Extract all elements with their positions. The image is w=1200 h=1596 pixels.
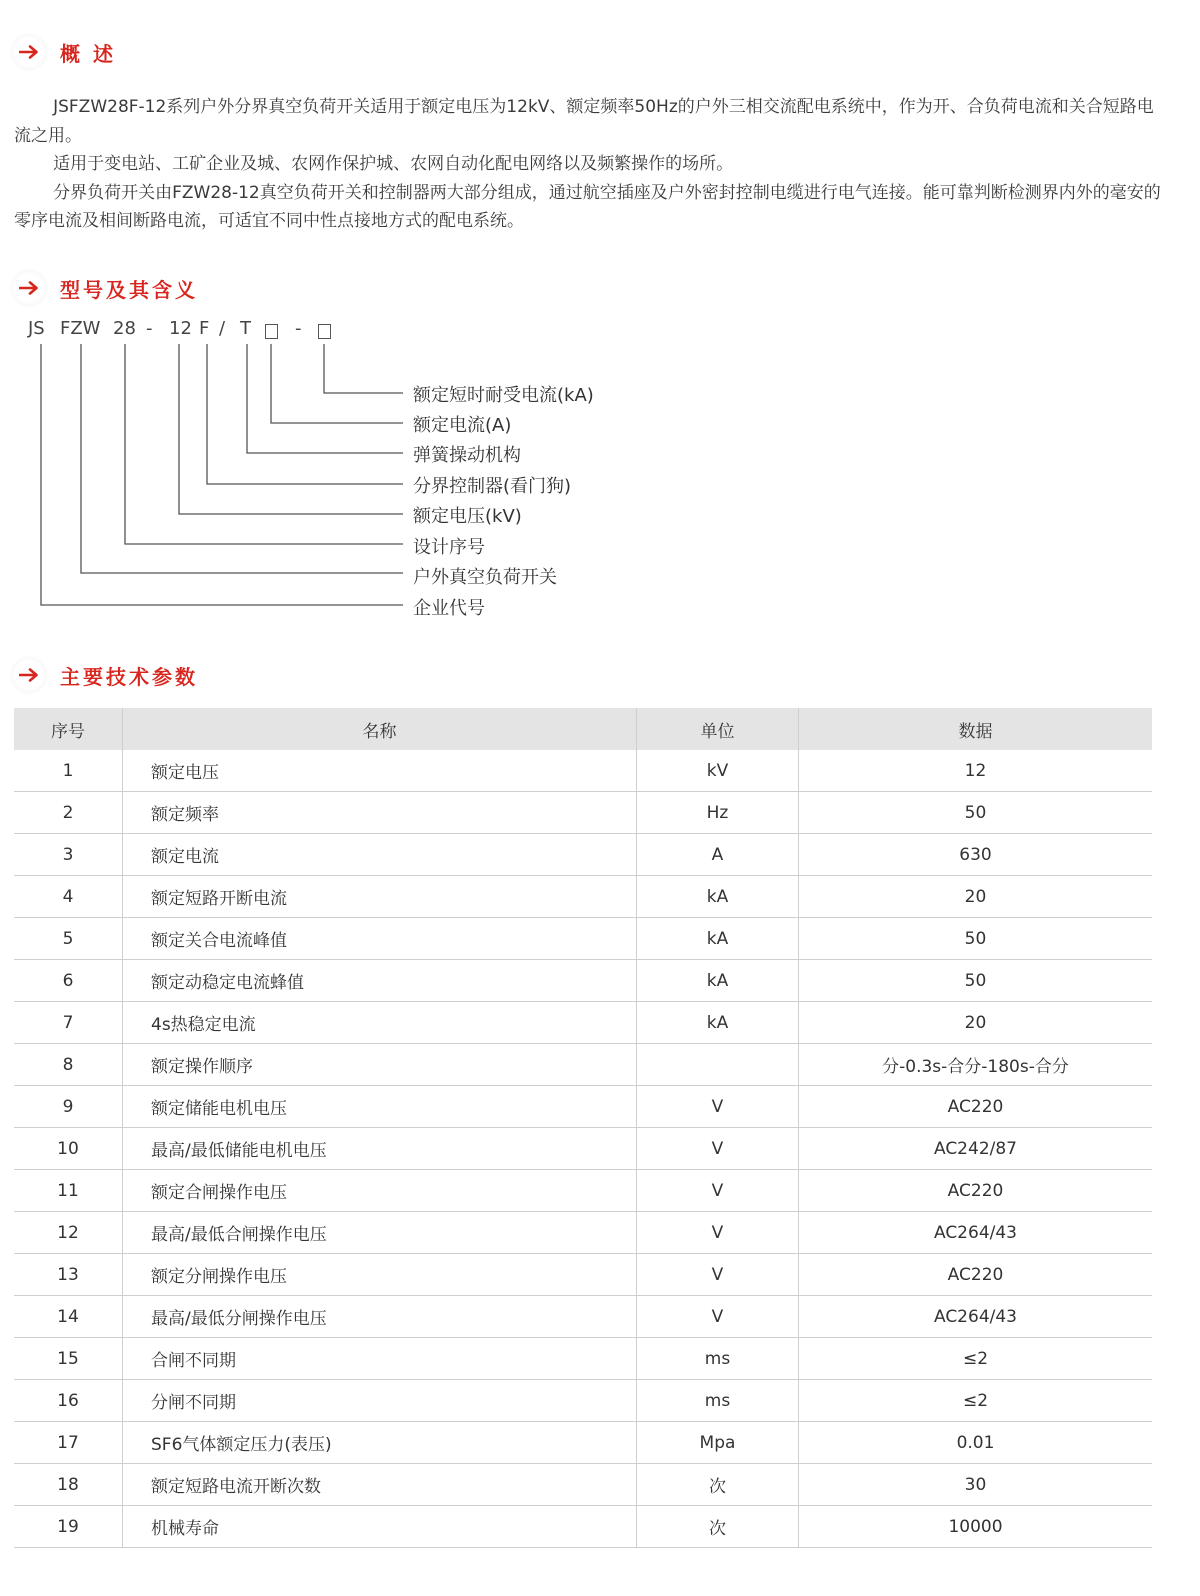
cell-unit: 次 (637, 1464, 799, 1506)
code-t: T (240, 318, 251, 339)
cell-no: 11 (14, 1170, 123, 1212)
cell-value: 12 (799, 750, 1153, 792)
cell-unit: kA (637, 876, 799, 918)
intro-paragraph-3: 分界负荷开关由FZW28-12真空负荷开关和控制器两大部分组成，通过航空插座及户外密封控制电缆进行电气连接。能可靠判断检测界内外的毫安的零序电流及相间断路电流，可适宜不同中性点接地方式的配电系统。 (14, 182, 1161, 231)
cell-no: 8 (14, 1044, 123, 1086)
cell-no: 6 (14, 960, 123, 1002)
cell-unit: kA (637, 1002, 799, 1044)
cell-name: 额定分闸操作电压 (123, 1254, 637, 1296)
cell-unit: V (637, 1296, 799, 1338)
header-value: 数据 (799, 708, 1153, 750)
cell-unit: V (637, 1086, 799, 1128)
cell-name: 额定关合电流峰值 (123, 918, 637, 960)
cell-no: 3 (14, 834, 123, 876)
cell-value: 50 (799, 960, 1153, 1002)
cell-no: 14 (14, 1296, 123, 1338)
cell-unit: ms (637, 1338, 799, 1380)
legend-rated-current: 额定电流(A) (413, 415, 512, 436)
table-row (14, 1212, 1152, 1254)
code-f: F (199, 318, 210, 339)
table-row (14, 1338, 1152, 1380)
cell-no: 10 (14, 1128, 123, 1170)
table-row (14, 1254, 1152, 1296)
table-row (14, 1380, 1152, 1422)
intro-paragraph-2: 适用于变电站、工矿企业及城、农网作保护城、农网自动化配电网络以及频繁操作的场所。 (53, 154, 734, 174)
table-row (14, 1296, 1152, 1338)
cell-value: AC264/43 (799, 1296, 1153, 1338)
params-table (14, 708, 1152, 1548)
cell-no: 5 (14, 918, 123, 960)
cell-value: 10000 (799, 1506, 1153, 1548)
cell-unit: kA (637, 918, 799, 960)
section-header-params (12, 657, 198, 693)
cell-name: 最高/最低分闸操作电压 (123, 1296, 637, 1338)
legend-company-code: 企业代号 (413, 598, 485, 619)
cell-name: 最高/最低合闸操作电压 (123, 1212, 637, 1254)
cell-unit: V (637, 1128, 799, 1170)
cell-unit: A (637, 834, 799, 876)
legend-design-serial: 设计序号 (413, 537, 485, 558)
cell-unit: kA (637, 960, 799, 1002)
cell-name: 4s热稳定电流 (123, 1002, 637, 1044)
cell-unit: Hz (637, 792, 799, 834)
cell-name: 额定合闸操作电压 (123, 1170, 637, 1212)
cell-value: ≤2 (799, 1380, 1153, 1422)
cell-no: 15 (14, 1338, 123, 1380)
cell-unit: V (637, 1212, 799, 1254)
cell-unit: ms (637, 1380, 799, 1422)
cell-unit (637, 1044, 799, 1086)
cell-name: 额定短路电流开断次数 (123, 1464, 637, 1506)
table-row (14, 1464, 1152, 1506)
legend-rated-voltage: 额定电压(kV) (413, 506, 522, 527)
cell-value: 50 (799, 918, 1153, 960)
cell-value: AC220 (799, 1086, 1153, 1128)
cell-no: 2 (14, 792, 123, 834)
table-row (14, 876, 1152, 918)
cell-name: 额定频率 (123, 792, 637, 834)
cell-unit: kV (637, 750, 799, 792)
cell-no: 9 (14, 1086, 123, 1128)
cell-name: 额定电压 (123, 750, 637, 792)
table-row (14, 1002, 1152, 1044)
cell-no: 19 (14, 1506, 123, 1548)
cell-name: 分闸不同期 (123, 1380, 637, 1422)
code-12: 12 (169, 318, 192, 339)
cell-name: 额定动稳定电流蜂值 (123, 960, 637, 1002)
cell-no: 12 (14, 1212, 123, 1254)
cell-value: 30 (799, 1464, 1153, 1506)
cell-value: AC220 (799, 1254, 1153, 1296)
arrow-right-icon (12, 658, 46, 692)
cell-unit: 次 (637, 1506, 799, 1548)
cell-value: 50 (799, 792, 1153, 834)
section-title-model: 型号及其含义 (60, 277, 198, 302)
cell-value: AC242/87 (799, 1128, 1153, 1170)
cell-value: ≤2 (799, 1338, 1153, 1380)
legend-outdoor-switch: 户外真空负荷开关 (413, 567, 557, 588)
header-no: 序号 (14, 708, 123, 750)
table-row (14, 960, 1152, 1002)
legend-controller: 分界控制器(看门狗) (413, 476, 572, 497)
cell-name: 额定短路开断电流 (123, 876, 637, 918)
cell-no: 13 (14, 1254, 123, 1296)
intro-paragraph-1: JSFZW28F-12系列户外分界真空负荷开关适用于额定电压为12kV、额定频率50Hz的户外三相交流配电系统中，作为开、合负荷电流和关合短路电流之用。 (14, 97, 1154, 146)
cell-value: AC264/43 (799, 1212, 1153, 1254)
table-row (14, 1506, 1152, 1548)
cell-name: SF6气体额定压力(表压) (123, 1422, 637, 1464)
header-name: 名称 (123, 708, 637, 750)
section-title-params: 主要技术参数 (60, 664, 198, 689)
cell-value: 630 (799, 834, 1153, 876)
table-row (14, 1422, 1152, 1464)
cell-name: 额定操作顺序 (123, 1044, 637, 1086)
cell-name: 额定电流 (123, 834, 637, 876)
table-row (14, 792, 1152, 834)
cell-no: 4 (14, 876, 123, 918)
cell-name: 机械寿命 (123, 1506, 637, 1548)
table-row (14, 834, 1152, 876)
legend-spring-mechanism: 弹簧操动机构 (413, 445, 521, 466)
code-dash-1: - (146, 318, 153, 339)
table-row (14, 1044, 1152, 1086)
cell-no: 7 (14, 1002, 123, 1044)
cell-name: 最高/最低储能电机电压 (123, 1128, 637, 1170)
table-row (14, 1170, 1152, 1212)
cell-unit: V (637, 1170, 799, 1212)
cell-value: 0.01 (799, 1422, 1153, 1464)
cell-no: 17 (14, 1422, 123, 1464)
code-dash-2: - (295, 318, 302, 339)
table-row (14, 1128, 1152, 1170)
table-row (14, 918, 1152, 960)
code-fzw: FZW (60, 318, 101, 339)
header-unit: 单位 (637, 708, 799, 750)
cell-value: 20 (799, 876, 1153, 918)
cell-unit: Mpa (637, 1422, 799, 1464)
code-slash: / (219, 318, 226, 339)
table-row (14, 750, 1152, 792)
cell-no: 18 (14, 1464, 123, 1506)
code-js: JS (28, 318, 45, 339)
section-title-overview: 概 述 (60, 41, 116, 66)
code-28: 28 (113, 318, 136, 339)
table-row (14, 1086, 1152, 1128)
cell-value: AC220 (799, 1170, 1153, 1212)
table-header-row (14, 708, 1152, 750)
cell-value: 分-0.3s-合分-180s-合分 (799, 1044, 1153, 1086)
cell-name: 合闸不同期 (123, 1338, 637, 1380)
cell-unit: V (637, 1254, 799, 1296)
legend-short-time-current: 额定短时耐受电流(kA) (413, 385, 594, 406)
cell-no: 16 (14, 1380, 123, 1422)
cell-name: 额定储能电机电压 (123, 1086, 637, 1128)
cell-value: 20 (799, 1002, 1153, 1044)
cell-no: 1 (14, 750, 123, 792)
legend-connector-lines (0, 0, 420, 620)
